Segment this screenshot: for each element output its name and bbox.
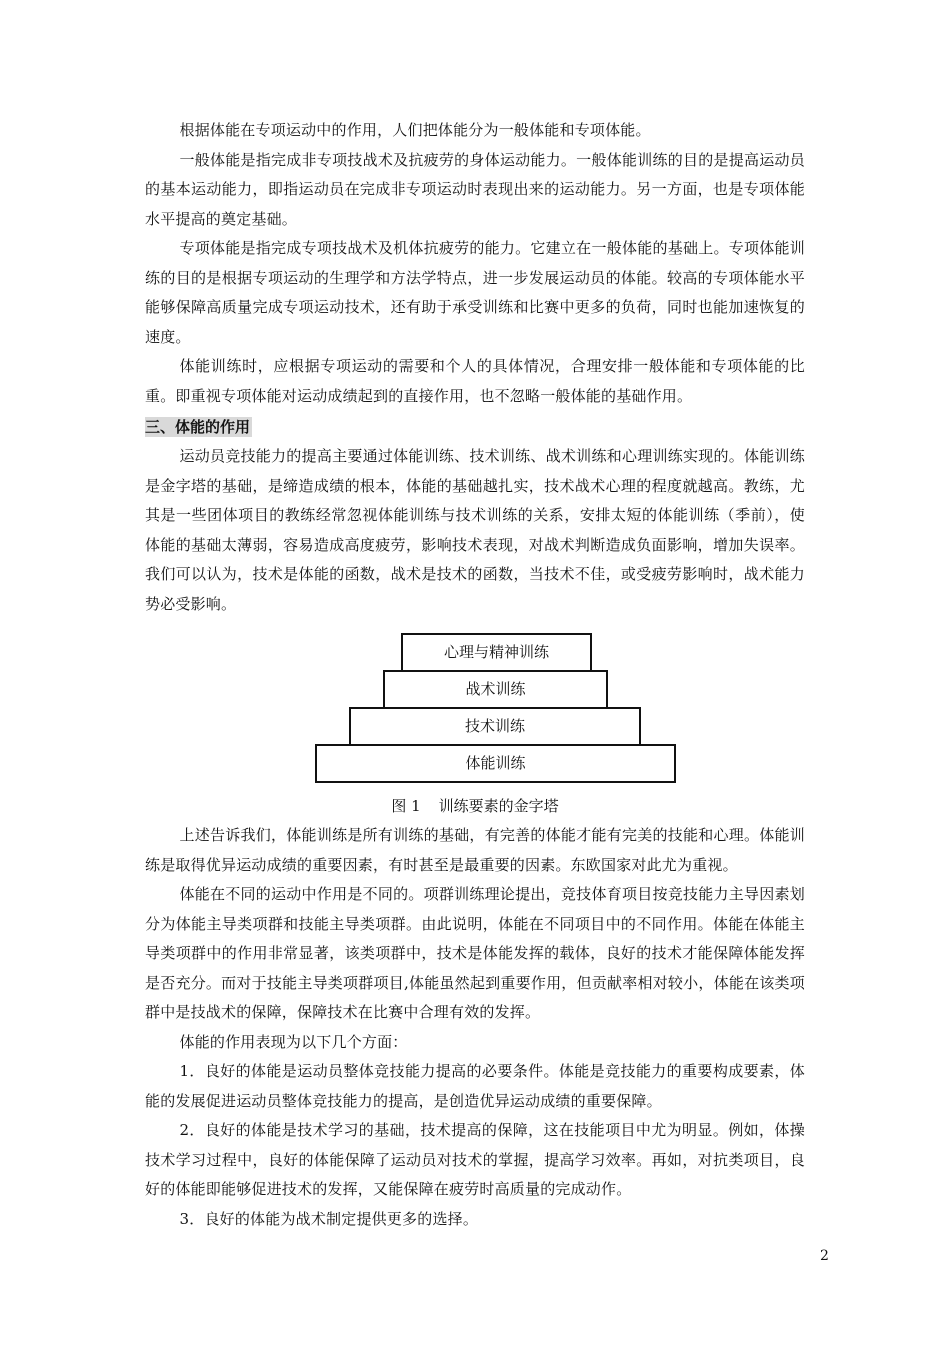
- document-body: [145, 116, 805, 1234]
- paragraph: 体能的作用表现为以下几个方面：: [179, 1032, 408, 1051]
- pyramid-layer-fitness: 体能训练: [315, 744, 676, 783]
- page-number: 2: [820, 1248, 829, 1264]
- list-item: 1．良好的体能是运动员整体竞技能力提高的必要条件。体能是竞技能力的重要构成要素，体能的发展促进运动员整体竞技能力的提高，是创造优异运动成绩的重要保障。: [145, 1062, 805, 1110]
- list-item: 3．良好的体能为战术制定提供更多的选择。: [179, 1209, 479, 1228]
- paragraph: 体能训练时，应根据专项运动的需要和个人的具体情况，合理安排一般体能和专项体能的比重。即重视专项体能对运动成绩起到的直接作用，也不忽略一般体能的基础作用。: [145, 357, 805, 405]
- pyramid-layer-technique: 技术训练: [349, 707, 641, 746]
- pyramid-layer-psychology: 心理与精神训练: [401, 633, 592, 672]
- paragraph: 体能在不同的运动中作用是不同的。项群训练理论提出，竞技体育项目按竞技能力主导因素划分为体能主导类项群和技能主导类项群。由此说明，体能在不同项目中的不同作用。体能在体能主导类项群中的作用非常显著，该类项群中，技术是体能发挥的载体，良好的技术才能保障体能发挥是否充分。而对于技能主导类项群项目,体能虽然起到重要作用，但贡献率相对较小，体能在该类项群中是技战术的保障，保障技术在比赛中合理有效的发挥。: [145, 885, 805, 1021]
- paragraph: 上述告诉我们，体能训练是所有训练的基础，有完善的体能才能有完美的技能和心理。体能训练是取得优异运动成绩的重要因素，有时甚至是最重要的因素。东欧国家对此尤为重视。: [145, 826, 805, 874]
- figure-caption-number: 图 1: [391, 797, 421, 815]
- list-item: 2．良好的体能是技术学习的基础，技术提高的保障，这在技能项目中尤为明显。例如，体操技术学习过程中，良好的体能保障了运动员对技术的掌握，提高学习效率。再如，对抗类项目，良好的体能即能够促进技术的发挥，又能保障在疲劳时高质量的完成动作。: [145, 1121, 805, 1198]
- paragraph: 运动员竞技能力的提高主要通过体能训练、技术训练、战术训练和心理训练实现的。体能训练是金字塔的基础，是缔造成绩的根本，体能的基础越扎实，技术战术心理的程度就越高。教练，尤其是一些团体项目的教练经常忽视体能训练与技术训练的关系，安排太短的体能训练（季前），使体能的基础太薄弱，容易造成高度疲劳，影响技术表现，对战术判断造成负面影响，增加失误率。我们可以认为，技术是体能的函数，战术是技术的函数，当技术不佳，或受疲劳影响时，战术能力势必受影响。: [145, 447, 805, 613]
- figure-caption-text: 训练要素的金字塔: [438, 797, 559, 815]
- paragraph: 根据体能在专项运动中的作用，人们把体能分为一般体能和专项体能。: [179, 121, 651, 139]
- figure-caption: [145, 791, 805, 821]
- section-heading: 三、体能的作用: [145, 418, 251, 436]
- section-heading-row: [145, 412, 805, 441]
- paragraph: 专项体能是指完成专项技战术及机体抗疲劳的能力。它建立在一般体能的基础上。专项体能训练的目的是根据专项运动的生理学和方法学特点，进一步发展运动员的体能。较高的专项体能水平能够保障高质量完成专项运动技术，还有助于承受训练和比赛中更多的负荷，同时也能加速恢复的速度。: [145, 239, 805, 346]
- pyramid-layer-tactics: 战术训练: [383, 670, 608, 709]
- paragraph: 一般体能是指完成非专项技战术及抗疲劳的身体运动能力。一般体能训练的目的是提高运动员的基本运动能力，即指运动员在完成非专项运动时表现出来的运动能力。另一方面，也是专项体能水平提高的奠定基础。: [145, 150, 805, 228]
- pyramid-figure: [145, 633, 805, 791]
